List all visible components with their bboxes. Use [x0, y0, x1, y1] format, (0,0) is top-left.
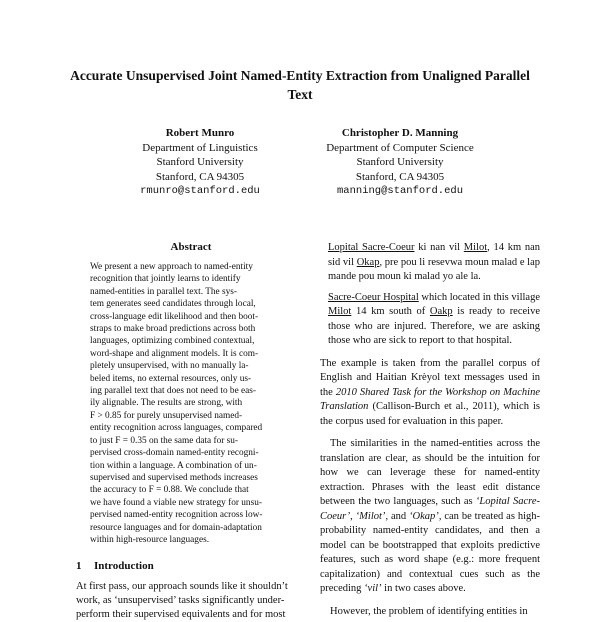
- abstract-heading: Abstract: [170, 241, 212, 253]
- example-text: 14 km south of: [351, 306, 430, 317]
- author-department: Department of Linguistics: [142, 141, 258, 154]
- right-column: [320, 241, 540, 619]
- named-entity: Okap: [356, 256, 380, 268]
- example-text: which located in this village: [418, 291, 540, 303]
- paragraph-text: in two cases above.: [381, 583, 466, 594]
- example-text: is ready to receive those who are injured. Therefore, we are asking those who are sick to report to that hospital.: [328, 306, 540, 346]
- author-email: manning@stanford.edu: [336, 185, 464, 197]
- introduction-body: At first pass, our approach sounds like it shouldn’t work, as ‘unsupervised’ tasks significantly under- perform their supervised equivalents and for most: [76, 581, 288, 620]
- author-block-munro: [120, 126, 280, 199]
- section-heading-introduction: [76, 560, 306, 572]
- named-entity: Milot: [328, 306, 352, 317]
- abstract-body: We present a new approach to named-entity recognition that jointly learns to identify named-entities in parallel text. The sys- tem generates seed candidates through local, cross-language edit likelihood and then boot- straps to make broad predictions across both languages, optimizing combined contextual, word-shape and alignment models. It is com- pletely unsupervised, with no manually la- beled items, no external resources, only us- ing parallel text that does not need to be eas- ily alignable. The results are strong, with F > 0.85 for purely unsupervised named- entity recognition across languages, compared to just F = 0.35 on the same data for su- pervised cross-domain named-entity recogni- tion within a language. A combination of un- supervised and supervised methods increases the accuracy to F = 0.88. We conclude that we have found a viable new strategy for unsu- pervised named-entity recognition across low- resource languages and for domain-adaptation within high-resource languages.: [90, 262, 263, 545]
- author-department: Department of Computer Science: [326, 141, 474, 154]
- paragraph-text: (Callison-Burch et al., 2011), which is the corpus used for evaluation in this paper.: [320, 401, 540, 427]
- author-university: Stanford University: [356, 156, 444, 168]
- section-title: Introduction: [94, 560, 154, 573]
- paragraph-text: , can be treated as high-probability named-entity candidates, and then a model can be bootstrapped that exploits predictive features, such as word shape (e.g.: more frequent capitalization) and contextual cues such as the preceding: [320, 510, 540, 594]
- example-haitian-kreyol: [328, 241, 540, 285]
- paragraph-text: The similarities in the named-entities across the translation are clear, as should be the intuition for how we can leverage these for named-entity extraction. Phrases with the least edit distance between the two languages, such as: [320, 438, 540, 507]
- author-name: Robert Munro: [165, 127, 235, 139]
- entity-term: ‘Lopital Sacre-Coeur’: [320, 496, 540, 522]
- section-number: 1: [76, 560, 82, 573]
- example-text: ki nan vil: [414, 242, 464, 253]
- paragraph-text: The example is taken from the parallel corpus of English and Haitian Krèyol text messages used in the: [320, 357, 540, 398]
- author-location: Stanford, CA 94305: [155, 170, 245, 183]
- author-email: rmunro@stanford.edu: [140, 185, 260, 197]
- author-location: Stanford, CA 94305: [355, 170, 445, 183]
- named-entity: Oakp: [429, 306, 453, 317]
- entity-term: ‘Okap’: [409, 510, 439, 522]
- author-university: Stanford University: [156, 156, 244, 168]
- example-text: , 14 km nan sid vil: [328, 242, 540, 268]
- paragraph-however: However, the problem of identifying entities in: [330, 605, 528, 617]
- named-entity: Sacre-Coeur Hospital: [328, 291, 419, 303]
- left-column: [76, 241, 306, 622]
- citation-title: 2010 Shared Task for the Workshop on Machine Translation: [320, 386, 540, 412]
- author-name: Christopher D. Manning: [341, 127, 459, 139]
- entity-term: ‘vil’: [364, 583, 382, 594]
- paragraph-text: ,: [350, 510, 356, 522]
- author-block-manning: [300, 126, 500, 199]
- paragraph-corpus: [320, 357, 540, 430]
- example-english: [328, 291, 540, 349]
- named-entity: Milot: [463, 242, 488, 253]
- named-entity: Lopital Sacre-Coeur: [328, 242, 415, 253]
- paper-title: Accurate Unsupervised Joint Named-Entity Extraction from Unaligned Parallel Text: [70, 68, 530, 102]
- paragraph-similarities: [320, 437, 540, 597]
- entity-term: ‘Milot’: [355, 510, 386, 522]
- example-text: , pre pou li resevwa moun malad e lap mande pou moun ki malad yo ale la.: [328, 256, 541, 282]
- paragraph-text: , and: [385, 510, 410, 522]
